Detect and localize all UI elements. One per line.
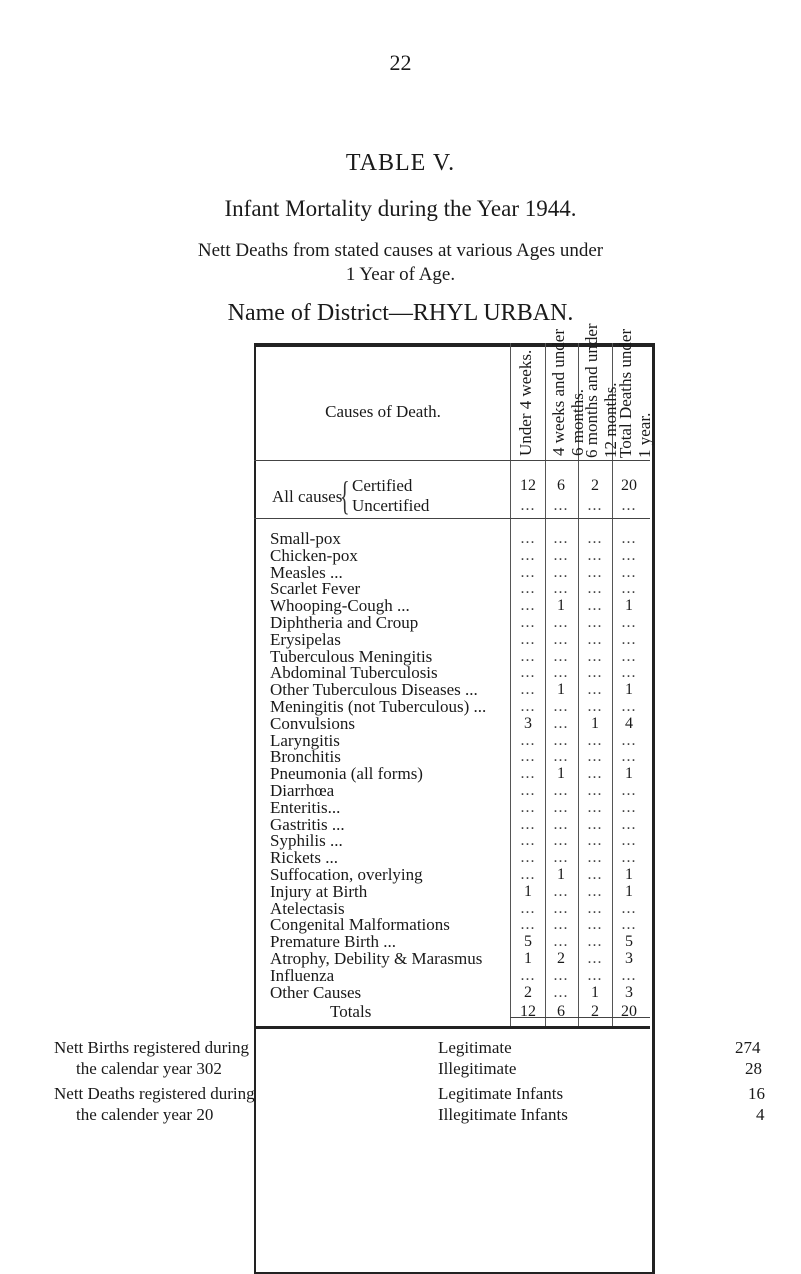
district-name: Name of District—RHYL URBAN.	[227, 300, 574, 326]
value-cell: ...	[587, 681, 603, 699]
value-cell: ...	[621, 815, 637, 833]
cause-label: Rickets ...	[270, 848, 338, 868]
value-cell: ...	[587, 546, 603, 564]
value-cell: ...	[587, 698, 603, 715]
value-cell: ...	[520, 597, 536, 615]
value-cell: ...	[553, 546, 569, 564]
value-cell: ...	[520, 849, 536, 867]
value-cell: ...	[621, 748, 637, 766]
value-cell: ...	[520, 916, 536, 934]
deaths-line-1: Nett Deaths registered during	[54, 1084, 255, 1103]
value-cell: ...	[520, 563, 536, 581]
table-subtitle: Infant Mortality during the Year 1944.	[224, 196, 577, 221]
header-divider	[254, 460, 650, 461]
description-line-1: Nett Deaths from stated causes at various Ages under	[197, 240, 604, 261]
value-cell: 5	[625, 933, 633, 951]
cause-label: Other Tuberculous Diseases ...	[270, 680, 478, 700]
value-cell: ...	[553, 815, 569, 833]
cause-label: Chicken-pox	[270, 545, 358, 565]
value-cell: 2	[524, 983, 532, 1001]
value-cell: ...	[520, 899, 536, 917]
value-cell: ...	[587, 597, 603, 615]
births-legitimate-label: Legitimate	[438, 1038, 512, 1057]
value-cell: ...	[520, 832, 536, 850]
value-cell: ...	[621, 546, 637, 564]
header-4-weeks-to-6-months: 4 weeks and under 6 months.	[549, 329, 587, 456]
value-cell: 1	[625, 597, 633, 615]
value-cell: ...	[621, 899, 637, 917]
cause-label: Enteritis...	[270, 797, 341, 817]
value-cell: ...	[553, 563, 569, 581]
certified-label: Certified	[352, 476, 413, 495]
value-cell: ...	[553, 630, 569, 648]
page-number: 22	[389, 50, 412, 75]
births-illegitimate-label: Illegitimate	[438, 1059, 517, 1078]
value-cell: 2	[557, 950, 565, 967]
all-causes-label: All causes	[272, 487, 343, 506]
value-cell: ...	[621, 966, 637, 984]
value-cell: ...	[553, 899, 569, 917]
value-cell: 1	[557, 681, 565, 699]
cause-label: Diarrhœa	[270, 781, 335, 800]
value-cell: ...	[621, 647, 637, 665]
value-cell: ...	[520, 798, 536, 816]
table-title: TABLE V.	[345, 150, 456, 176]
value-cell: 12	[520, 1003, 536, 1020]
value-cell: ...	[520, 966, 536, 984]
deaths-illegitimate-label: Illegitimate Infants	[438, 1105, 568, 1124]
value-cell: ...	[520, 664, 536, 682]
cause-label: Atelectasis	[270, 898, 345, 918]
value-cell: ...	[553, 664, 569, 682]
value-cell: 5	[524, 933, 532, 951]
value-cell: ...	[587, 647, 603, 665]
value-cell: 1	[557, 765, 565, 783]
cause-label: Injury at Birth	[270, 881, 368, 901]
value-cell: 1	[625, 681, 633, 699]
uncertified-label: Uncertified	[352, 496, 430, 515]
value-cell: ...	[621, 530, 637, 547]
value-cell: ...	[621, 563, 637, 581]
value-cell: 20	[621, 1003, 637, 1020]
value-cell: 1	[591, 714, 599, 732]
cause-label: Small-pox	[270, 529, 341, 548]
value-cell: ...	[553, 580, 569, 598]
value-cell: 1	[625, 765, 633, 783]
cause-label: Erysipelas	[270, 629, 341, 649]
value-cell: ...	[587, 497, 603, 514]
cause-label: Syphilis ...	[270, 831, 343, 851]
cause-label: Measles ...	[270, 562, 343, 582]
value-cell: ...	[553, 530, 569, 547]
value-cell: ...	[621, 782, 637, 799]
births-line-2: the calendar year 302	[76, 1059, 222, 1078]
value-cell: ...	[553, 614, 569, 631]
value-cell: ...	[587, 782, 603, 799]
value-cell: ...	[621, 832, 637, 850]
value-cell: ...	[520, 731, 536, 749]
value-cell: ...	[520, 530, 536, 547]
value-cell: 1	[557, 597, 565, 615]
value-cell: ...	[621, 849, 637, 867]
cause-label: Whooping-Cough ...	[270, 596, 410, 616]
value-cell: ...	[553, 882, 569, 900]
value-cell: 6	[557, 1003, 565, 1020]
value-cell: ...	[587, 933, 603, 951]
value-cell: ...	[520, 698, 536, 715]
value-cell: 4	[625, 714, 633, 732]
value-cell: ...	[553, 966, 569, 984]
value-cell: ...	[520, 866, 536, 883]
value-cell: ...	[587, 630, 603, 648]
cause-label: Gastritis ...	[270, 814, 345, 834]
header-6-to-12-months: 6 months and under 12 months.	[582, 323, 620, 458]
deaths-legitimate-value: 16	[748, 1084, 765, 1103]
value-cell: ...	[587, 563, 603, 581]
value-cell: 1	[557, 866, 565, 883]
cause-label: Congenital Malformations	[270, 915, 450, 935]
value-cell: ...	[621, 798, 637, 816]
value-cell: ...	[587, 899, 603, 917]
value-cell: ...	[587, 530, 603, 547]
births-line-1: Nett Births registered during	[54, 1038, 249, 1057]
value-cell: 2	[591, 477, 599, 494]
description-line-2: 1 Year of Age.	[345, 264, 456, 285]
births-legitimate-value: 274	[735, 1038, 761, 1057]
cause-label: Laryngitis	[270, 730, 340, 750]
value-cell: ...	[587, 832, 603, 850]
value-cell: 6	[557, 477, 565, 494]
value-cell: ...	[621, 630, 637, 648]
causes-header: Causes of Death.	[325, 402, 441, 421]
value-cell: 3	[625, 983, 633, 1001]
value-cell: 1	[625, 882, 633, 900]
value-cell: 20	[621, 477, 637, 494]
value-cell: ...	[587, 614, 603, 631]
value-cell: ...	[553, 731, 569, 749]
cause-label: Influenza	[270, 965, 335, 985]
cause-label: Bronchitis	[270, 747, 341, 767]
totals-label: Totals	[330, 1002, 372, 1021]
value-cell: ...	[553, 832, 569, 850]
value-cell: ...	[587, 966, 603, 984]
section-divider	[254, 518, 650, 519]
value-cell: ...	[553, 647, 569, 665]
value-cell: ...	[553, 782, 569, 799]
deaths-legitimate-label: Legitimate Infants	[438, 1084, 564, 1103]
value-cell: ...	[553, 933, 569, 951]
value-cell: ...	[621, 698, 637, 715]
value-cell: ...	[520, 497, 536, 514]
value-cell: ...	[621, 916, 637, 934]
value-cell: ...	[587, 866, 603, 883]
value-cell: ...	[553, 698, 569, 715]
value-cell: 1	[524, 950, 532, 967]
value-cell: ...	[621, 614, 637, 631]
value-cell: ...	[621, 731, 637, 749]
cause-label: Abdominal Tuberculosis	[270, 663, 438, 683]
cause-label: Scarlet Fever	[270, 579, 361, 599]
value-cell: ...	[553, 497, 569, 514]
value-cell: ...	[520, 580, 536, 598]
cause-label: Tuberculous Meningitis	[270, 646, 433, 666]
value-cell: ...	[520, 748, 536, 766]
value-cell: ...	[587, 731, 603, 749]
value-cell: ...	[621, 664, 637, 682]
value-cell: 12	[520, 477, 536, 494]
value-cell: ...	[520, 681, 536, 699]
value-cell: ...	[520, 647, 536, 665]
cause-label: Other Causes	[270, 982, 362, 1002]
value-cell: ...	[520, 630, 536, 648]
value-cell: ...	[587, 798, 603, 816]
value-cell: ...	[520, 614, 536, 631]
value-cell: ...	[621, 497, 637, 514]
cause-label: Suffocation, overlying	[270, 865, 423, 884]
cause-label: Pneumonia (all forms)	[270, 764, 423, 784]
deaths-line-2: the calender year 20	[76, 1105, 214, 1124]
value-cell: ...	[587, 815, 603, 833]
value-cell: ...	[587, 664, 603, 682]
value-cell: ...	[587, 882, 603, 900]
cause-label: Premature Birth ...	[270, 932, 397, 952]
value-cell: ...	[553, 748, 569, 766]
deaths-illegitimate-value: 4	[756, 1105, 765, 1124]
value-cell: ...	[553, 849, 569, 867]
value-cell: ...	[520, 546, 536, 564]
value-cell: ...	[520, 765, 536, 783]
value-cell: ...	[587, 950, 603, 967]
value-cell: ...	[587, 916, 603, 934]
value-cell: ...	[520, 815, 536, 833]
value-cell: ...	[587, 580, 603, 598]
value-cell: ...	[553, 798, 569, 816]
births-illegitimate-value: 28	[745, 1059, 762, 1078]
brace-icon: {	[340, 473, 350, 518]
value-cell: 3	[625, 950, 633, 967]
cause-label: Meningitis (not Tuberculous) ...	[270, 697, 487, 716]
value-cell: ...	[553, 983, 569, 1001]
value-cell: ...	[553, 714, 569, 732]
value-cell: 3	[524, 714, 532, 732]
value-cell: 1	[625, 866, 633, 883]
value-cell: 2	[591, 1003, 599, 1020]
value-cell: ...	[553, 916, 569, 934]
value-cell: ...	[587, 748, 603, 766]
value-cell: ...	[587, 765, 603, 783]
value-cell: 1	[591, 983, 599, 1001]
header-under-4-weeks: Under 4 weeks.	[516, 349, 535, 456]
cause-label: Diphtheria and Croup	[270, 613, 419, 632]
value-cell: 1	[524, 882, 532, 900]
cause-label: Atrophy, Debility & Marasmus	[270, 949, 483, 968]
header-total-under-1-year: Total Deaths under 1 year.	[616, 328, 654, 458]
value-cell: ...	[520, 782, 536, 799]
cause-label: Convulsions	[270, 713, 356, 733]
table-bottom-rule	[254, 1026, 650, 1029]
value-cell: ...	[587, 849, 603, 867]
value-cell: ...	[621, 580, 637, 598]
